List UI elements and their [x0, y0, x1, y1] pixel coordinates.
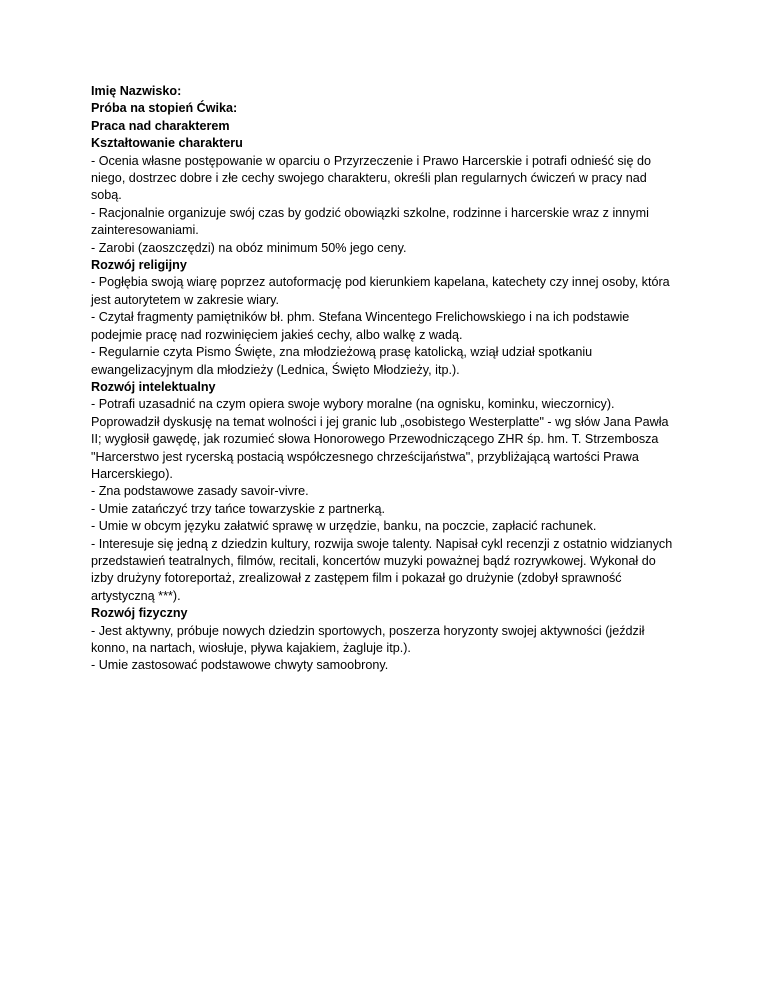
list-item: - Pogłębia swoją wiarę poprzez autoformację pod kierunkiem kapelana, katechety czy innej osoby, która jest autorytetem w zakresie wiary. [91, 275, 670, 307]
section-heading-intellectual: Rozwój intelektualny [91, 379, 216, 394]
section-heading-physical: Rozwój fizyczny [91, 606, 188, 621]
list-item: - Interesuje się jedną z dziedzin kultury, rozwija swoje talenty. Napisał cykl recenzji z ostatnio widzianych przedstawień teatralnych, filmów, recitali, koncertów muzyki poważnej bądź rozrywkowej. Wykonał do izby drużyny fotoreportaż, zrealizował z zastępem film i pokazał go drużynie (zdobył sprawność artystyczną ***). [91, 536, 673, 603]
list-item: - Regularnie czyta Pismo Święte, zna młodzieżową prasę katolicką, wziął udział spotkaniu ewangelizacyjnym dla młodzieży (Lednica, Święto Młodzieży, itp.). [91, 345, 593, 377]
list-item: - Umie w obcym języku załatwić sprawę w urzędzie, banku, na poczcie, zapłacić rachunek. [91, 519, 597, 534]
name-label: Imię Nazwisko: [91, 84, 182, 98]
list-item: - Umie zatańczyć trzy tańce towarzyskie z partnerką. [91, 501, 385, 516]
list-item: - Potrafi uzasadnić na czym opiera swoje wybory moralne (na ognisku, kominku, wieczornicy). Poprowadził dyskusję na temat wolności i jej granic lub „osobistego Westerplatte" - wg słów Jana Pawła II; wygłosił gawędę, jak rozumieć słowa Honorowego Przewodniczącego ZHR śp. hm. T. Strzembosza "Harcerstwo jest rycerską postacią współczesnego chrześcijaństwa", przybliżającą wartości Prawa Harcerskiego). [91, 397, 669, 481]
list-item: - Umie zastosować podstawowe chwyty samoobrony. [91, 658, 389, 673]
section-title: Praca nad charakterem [91, 118, 230, 133]
section-heading-character: Kształtowanie charakteru [91, 136, 243, 151]
list-item: - Racjonalnie organizuje swój czas by godzić obowiązki szkolne, rodzinne i harcerskie wraz z innymi zainteresowaniami. [91, 205, 649, 238]
document-body [91, 83, 681, 675]
list-item: - Jest aktywny, próbuje nowych dziedzin sportowych, poszerza horyzonty swojej aktywności (jeździł konno, na nartach, wiosłuje, pływa kajakiem, żagluje itp.). [91, 623, 645, 655]
list-item: - Zarobi (zaoszczędzi) na obóz minimum 50% jego ceny. [91, 240, 407, 255]
list-item: - Zna podstawowe zasady savoir-vivre. [91, 484, 309, 499]
trial-title: Próba na stopień Ćwika: [91, 101, 238, 116]
section-heading-religious: Rozwój religijny [91, 258, 187, 273]
list-item: - Czytał fragmenty pamiętników bł. phm. Stefana Wincentego Frelichowskiego i na ich podstawie podejmie pracę nad rozwinięciem jakieś cechy, albo walkę z wadą. [91, 310, 630, 342]
list-item: - Ocenia własne postępowanie w oparciu o Przyrzeczenie i Prawo Harcerskie i potrafi odnieść się do niego, dostrzec dobre i złe cechy swojego charakteru, określi plan regularnych ćwiczeń w pracy nad sobą. [91, 153, 651, 203]
